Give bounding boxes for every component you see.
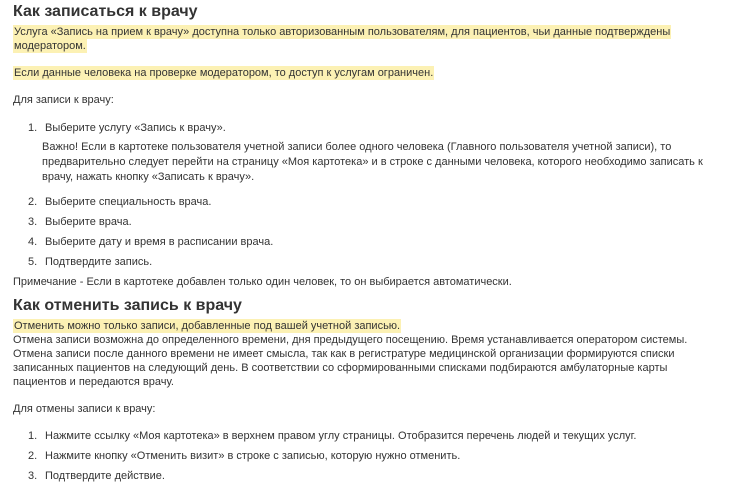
auth-notice-line-2: модератором. [14,40,86,52]
step-text: Подтвердите запись. [45,256,153,268]
step-text: Нажмите кнопку «Отменить визит» в строке с записью, которую нужно отменить. [45,450,461,462]
remark-note: Примечание - Если в картотеке добавлен только один человек, то он выбирается автоматически. [13,276,512,288]
cancel-paragraph-line-3: записанных пациентов на следующий день. В соответствии со сформированными списками подбираются амбулаторные карты [13,362,668,374]
cancel-paragraph-line-1: Отмена записи возможна до определенного времени, дня предыдущего посещению. Время устанавливается оператором системы. [13,334,688,346]
important-note-line-1: Важно! Если в картотеке пользователя учетной записи более одного человека (Главного пользователя учетной записи), то [42,141,672,153]
step-number: 3. [28,216,38,228]
step-number: 3. [28,470,38,482]
cancel-paragraph-line-4: пациентов и передаются врачу. [13,376,174,388]
step-number: 2. [28,450,38,462]
step-text: Выберите услугу «Запись к врачу». [45,122,226,134]
important-note-line-3: врачу, нажать кнопку «Записать к врачу». [42,171,255,183]
section-heading-cancel: Как отменить запись к врачу [13,297,242,314]
step-text: Выберите дату и время в расписании врача. [45,236,274,248]
important-note-line-2: предварительно следует перейти на страницу «Моя картотека» и в строке с данными человека, которого необходимо записать к [42,156,703,168]
step-number: 5. [28,256,38,268]
moderation-notice: Если данные человека на проверке модератором, то доступ к услугам ограничен. [14,67,434,79]
step-text: Выберите врача. [45,216,132,228]
auth-notice-line-1: Услуга «Запись на прием к врачу» доступна только авторизованным пользователям, для пациентов, чьи данные подтверждены [14,26,671,38]
step-text: Выберите специальность врача. [45,196,212,208]
cancel-paragraph-line-2: Отмена записи после данного времени не имеет смысла, так как в регистратуре медицинской организации формируются списки [13,348,675,360]
cancel-restriction-notice: Отменить можно только записи, добавленные под вашей учетной записью. [14,320,401,332]
step-number: 1. [28,430,38,442]
step-text: Подтвердите действие. [45,470,165,482]
cancel-intro: Для отмены записи к врачу: [13,403,156,415]
step-number: 4. [28,236,38,248]
booking-intro: Для записи к врачу: [13,94,114,106]
step-number: 2. [28,196,38,208]
step-number: 1. [28,122,38,134]
section-heading-book: Как записаться к врачу [13,3,198,20]
step-text: Нажмите ссылку «Моя картотека» в верхнем правом углу страницы. Отобразится перечень людей и текущих услуг. [45,430,637,442]
